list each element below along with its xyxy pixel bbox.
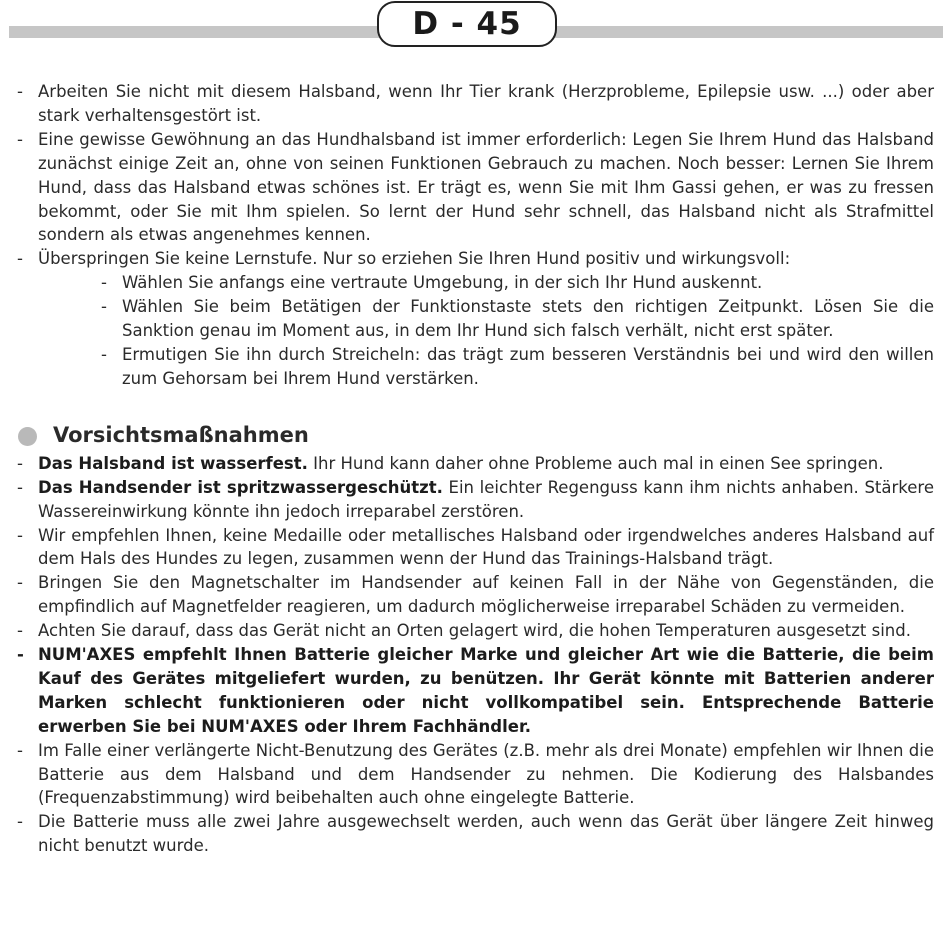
list-item-text: Wir empfehlen Ihnen, keine Medaille oder metallisches Halsband oder irgendwelches anderes Halsband auf dem Hals des Hundes zu legen, zusammen wenn der Hund das Trainings-Halsband trägt. bbox=[38, 525, 934, 569]
list-item bbox=[0, 247, 950, 271]
list-item-text: Ihr Hund kann daher ohne Probleme auch mal in einen See springen. bbox=[307, 453, 884, 473]
list-item-text: Die Batterie muss alle zwei Jahre ausgewechselt werden, auch wenn das Gerät über längere Zeit hinweg nicht benutzt wurde. bbox=[38, 812, 934, 856]
dash-bullet: - bbox=[17, 525, 23, 545]
document-body bbox=[0, 80, 950, 858]
dash-bullet: - bbox=[17, 812, 23, 832]
list-item-text: Bringen Sie den Magnetschalter im Handsender auf keinen Fall in der Nähe von Gegenständen, die empfindlich auf Magnetfelder reagieren, um dadurch möglicherweise irreparabel Schäden zu vermeiden. bbox=[38, 573, 934, 617]
dash-bullet: - bbox=[17, 645, 24, 665]
list-item-bold-text: Das Halsband ist wasserfest. bbox=[38, 453, 308, 473]
sub-list-item bbox=[0, 343, 950, 391]
list-item-bold-text: NUM'AXES empfehlt Ihnen Batterie gleicher Marke und gleicher Art wie die Batterie, die beim Kauf des Gerätes mitgeliefert wurden, zu benützen. Ihr Gerät könnte mit Batterien anderer Marken schlecht funktionieren oder nicht vollkompatibel sein. Entsprechende Batterie erwerben Sie bei NUM'AXES oder Ihrem Fachhändler. bbox=[38, 645, 934, 736]
sub-list-item bbox=[0, 295, 950, 343]
list-item bbox=[0, 452, 950, 476]
dash-bullet: - bbox=[17, 453, 23, 473]
list-item-text: Im Falle einer verlängerte Nicht-Benutzung des Gerätes (z.B. mehr als drei Monate) empfehlen wir Ihnen die Batterie aus dem Halsband und dem Handsender zu nehmen. Die Kodierung des Halsbandes (Frequenzabstimmung) wird beibehalten auch ohne eingelegte Batterie. bbox=[38, 740, 934, 808]
circle-bullet-icon bbox=[18, 427, 37, 446]
dash-bullet: - bbox=[101, 344, 107, 364]
sub-list-item bbox=[0, 271, 950, 295]
list-item bbox=[0, 476, 950, 524]
list-item bbox=[0, 524, 950, 572]
dash-bullet: - bbox=[17, 573, 23, 593]
dash-bullet: - bbox=[17, 740, 23, 760]
list-item bbox=[0, 571, 950, 619]
list-item-text: Eine gewisse Gewöhnung an das Hundhalsband ist immer erforderlich: Legen Sie Ihrem Hund das Halsband zunächst einige Zeit an, ohne von seinen Funktionen Gebrauch zu machen. Noch besser: Lernen Sie Ihrem Hund, dass das Halsband etwas schönes ist. Er trägt es, wenn Sie mit Ihm Gassi gehen, er was zu fressen bekommt, oder Sie mit Ihm spielen. So lernt der Hund sehr schnell, das Halsband nicht als Strafmittel sondern als etwas angenehmes kennen. bbox=[38, 129, 934, 245]
page-number-badge: D - 45 bbox=[377, 1, 557, 47]
list-item bbox=[0, 739, 950, 811]
list-item-text: Wählen Sie beim Betätigen der Funktionstaste stets den richtigen Zeitpunkt. Lösen Sie die Sanktion genau im Moment aus, in dem Ihr Hund sich falsch verhält, nicht erst später. bbox=[122, 297, 934, 341]
list-item bbox=[0, 619, 950, 643]
dash-bullet: - bbox=[17, 129, 23, 149]
section-title: Vorsichtsmaßnahmen bbox=[53, 422, 309, 447]
list-item-text: Ermutigen Sie ihn durch Streicheln: das trägt zum besseren Verständnis bei und wird den willen zum Gehorsam bei Ihrem Hund verstärken. bbox=[122, 344, 934, 388]
dash-bullet: - bbox=[101, 297, 107, 317]
list-item-text: Achten Sie darauf, dass das Gerät nicht an Orten gelagert wird, die hohen Temperaturen ausgesetzt sind. bbox=[38, 621, 911, 641]
list-item bbox=[0, 810, 950, 858]
dash-bullet: - bbox=[17, 621, 23, 641]
dash-bullet: - bbox=[101, 273, 107, 293]
dash-bullet: - bbox=[17, 249, 23, 269]
list-item bbox=[0, 80, 950, 128]
dash-bullet: - bbox=[17, 477, 23, 497]
list-item-text: Wählen Sie anfangs eine vertraute Umgebung, in der sich Ihr Hund auskennt. bbox=[122, 273, 763, 293]
list-item-bold-text: Das Handsender ist spritzwassergeschützt. bbox=[38, 477, 443, 497]
list-item-text: Ein leichter Regenguss kann ihm nichts anhaben. Stärkere Wassereinwirkung könnte ihn jedoch irreparabel zerstören. bbox=[38, 477, 934, 521]
dash-bullet: - bbox=[17, 82, 23, 101]
list-item bbox=[0, 643, 950, 739]
list-item bbox=[0, 128, 950, 248]
list-item-text: Überspringen Sie keine Lernstufe. Nur so erziehen Sie Ihren Hund positiv und wirkungsvoll: bbox=[38, 249, 791, 269]
list-item-text: Arbeiten Sie nicht mit diesem Halsband, wenn Ihr Tier krank (Herzprobleme, Epilepsie usw. ...) oder aber stark verhaltensgestört ist. bbox=[38, 82, 934, 125]
section-heading bbox=[0, 420, 950, 450]
